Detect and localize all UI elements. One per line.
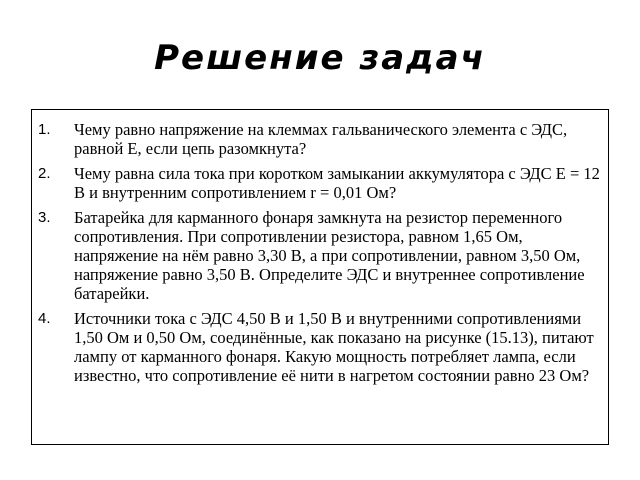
task-text: Чему равно напряжение на клеммах гальванического элемента с ЭДС, равной Е, если цепь разомкнута? xyxy=(74,120,568,158)
task-number: 3. xyxy=(38,209,51,226)
content-box xyxy=(31,109,609,445)
task-number: 2. xyxy=(38,165,51,182)
task-text: Батарейка для карманного фонаря замкнута на резистор переменного сопротивления. При сопротивлении резистора, равном 1,65 Ом, напряжение на нём равно 3,30 В, а при сопротивлении, равном 3,50 Ом, напряжение равно 3,50 В. Определите ЭДС и внутреннее сопротивление батарейки. xyxy=(74,208,585,303)
task-item xyxy=(38,309,602,385)
task-text: Чему равна сила тока при коротком замыкании аккумулятора с ЭДС Е = 12 В и внутренним сопротивлением r = 0,01 Ом? xyxy=(74,164,600,202)
task-item xyxy=(38,120,602,158)
task-number: 4. xyxy=(38,310,51,327)
slide-title: Решение задач xyxy=(154,38,486,78)
task-number: 1. xyxy=(38,121,51,138)
task-item xyxy=(38,164,602,202)
task-text: Источники тока с ЭДС 4,50 В и 1,50 В и внутренними сопротивлениями 1,50 Ом и 0,50 Ом, соединённые, как показано на рисунке (15.13), питают лампу от карманного фонаря. Какую мощность потребляет лампа, если известно, что сопротивление её нити в нагретом состоянии равно 23 Ом? xyxy=(74,309,594,385)
task-list xyxy=(32,110,608,385)
task-item xyxy=(38,208,602,303)
